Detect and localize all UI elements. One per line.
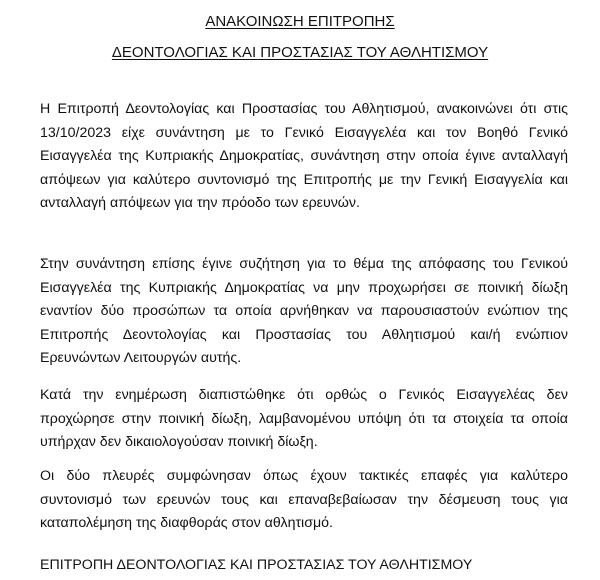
signature-line: ΕΠΙΤΡΟΠΗ ΔΕΟΝΤΟΛΟΓΙΑΣ ΚΑΙ ΠΡΟΣΤΑΣΙΑΣ ΤΟΥ ΑΘΛΗΤΙΣΜΟΥ [40,557,473,573]
paragraph-finding: Κατά την ενημέρωση διαπιστώθηκε ότι ορθώς ο Γενικός Εισαγγελέας δεν προχώρησε στην ποινική δίωξη, λαμβανομένου υπόψη ότι τα στοιχεία τα οποία υπήρχαν δεν δικαιολογούσαν ποινική δίωξη. [40,387,568,451]
paragraph-agreement: Οι δύο πλευρές συμφώνησαν όπως έχουν τακτικές επαφές για καλύτερο συντονισμό των ερευνών τους και επαναβεβαίωσαν την δέσμευση τους για καταπολέμηση της διαφθοράς στον αθλητισμό. [40,468,568,532]
paragraph-discussion: Στην συνάντηση επίσης έγινε συζήτηση για το θέμα της απόφασης του Γενικού Εισαγγελέα της Κυπριακής Δημοκρατίας να μην προχωρήσει σε ποινική δίωξη εναντίον δύο προσώπων τα οποία αρνήθηκαν να παρουσιαστούν ενώπιον της Επιτροπής Δεοντολογίας και Προστασίας του Αθλητισμού και/ή ενώπιον Ερευνώντων Λειτουργών αυτής. [40,256,568,367]
document-title: ΑΝΑΚΟΙΝΩΣΗ ΕΠΙΤΡΟΠΗΣ [205,13,395,30]
document-subtitle: ΔΕΟΝΤΟΛΟΓΙΑΣ ΚΑΙ ΠΡΟΣΤΑΣΙΑΣ ΤΟΥ ΑΘΛΗΤΙΣΜΟΥ [111,44,489,61]
paragraph-meeting: Η Επιτροπή Δεοντολογίας και Προστασίας του Αθλητισμού, ανακοινώνει ότι στις 13/10/2023 είχε συνάντηση με το Γενικό Εισαγγελέα και τον Βοηθό Γενικό Εισαγγελέα της Κυπριακής Δημοκρατίας, συνάντηση στην οποία έγινε ανταλλαγή απόψεων για καλύτερο συντονισμό της Επιτροπής με την Γενική Εισαγγελία και ανταλλαγή απόψεων για την πρόοδο των ερευνών. [40,101,568,212]
